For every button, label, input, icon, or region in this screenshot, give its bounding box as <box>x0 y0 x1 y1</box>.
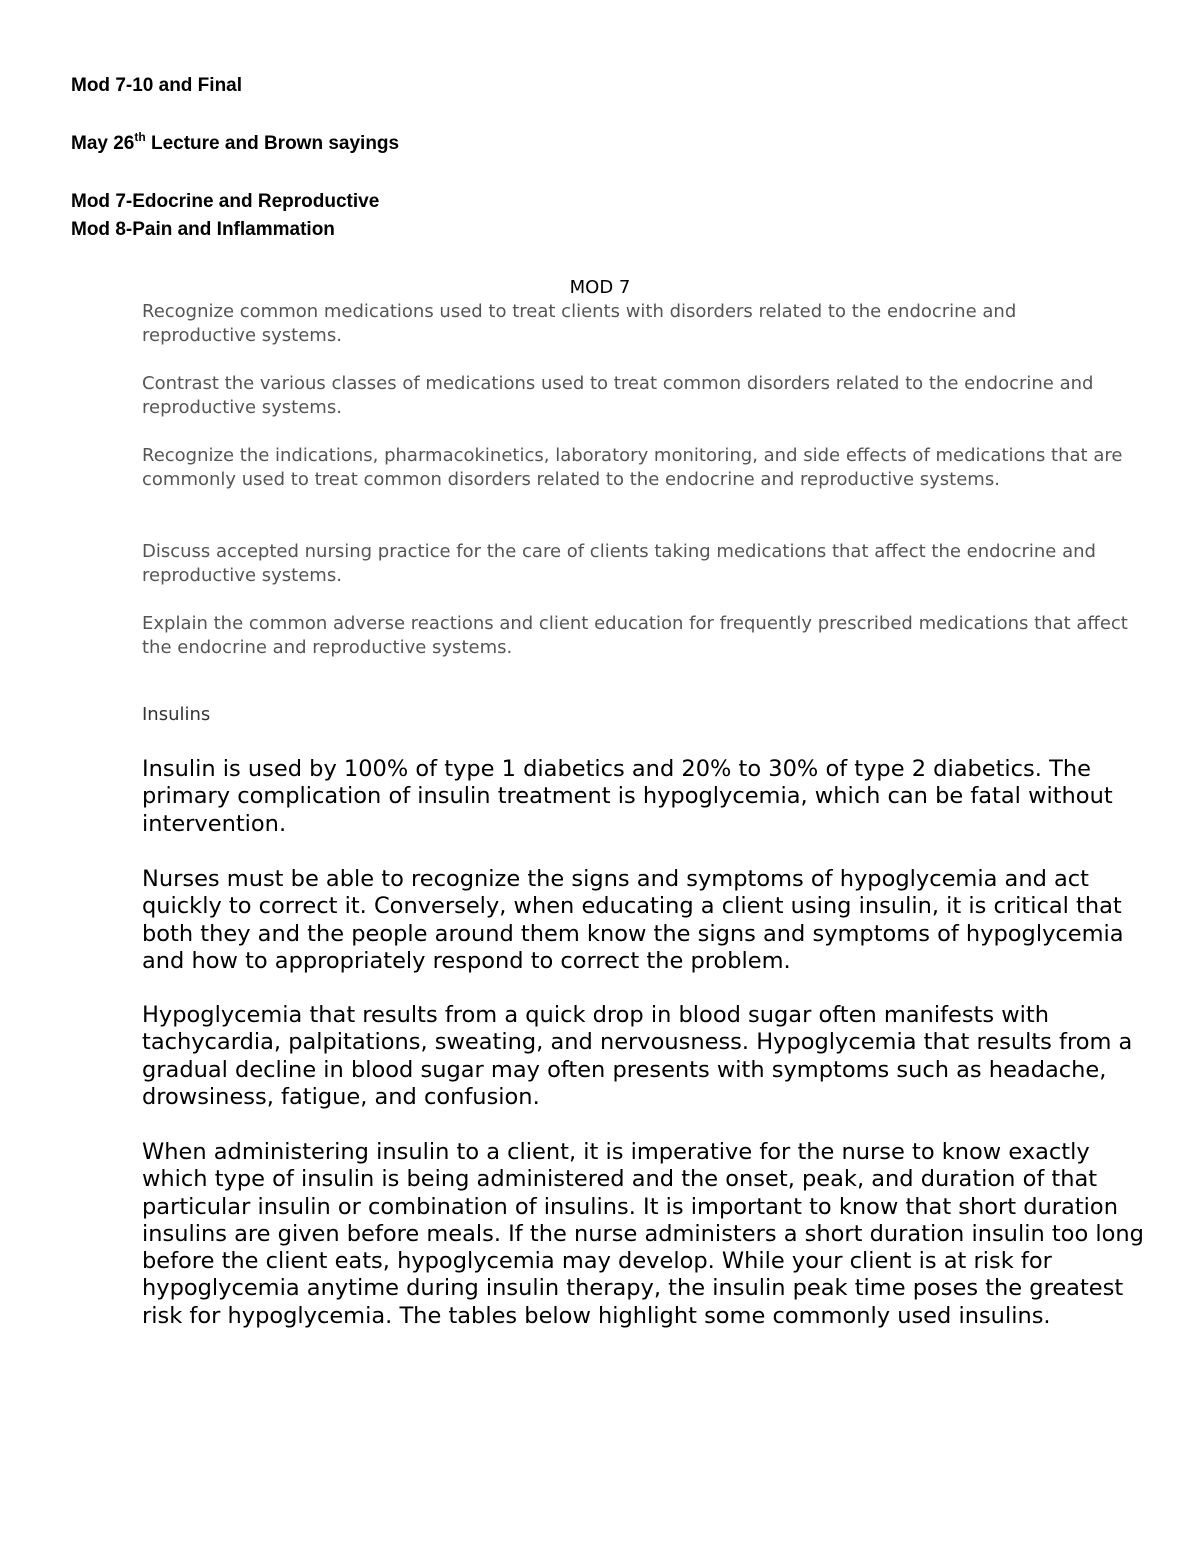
objective-item: Discuss accepted nursing practice for the care of clients taking medications that affect the endocrine and reproductive systems. <box>142 541 1096 586</box>
date-ordinal-suffix: th <box>134 129 146 144</box>
body-paragraph: Insulin is used by 100% of type 1 diabetics and 20% to 30% of type 2 diabetics. The primary complication of insulin treatment is hypoglycemia, which can be fatal without intervention. <box>142 756 1113 837</box>
objective-item: Recognize common medications used to treat clients with disorders related to the endocrine and reproductive systems. <box>142 301 1017 346</box>
header-line-mod7: Mod 7-Edocrine and Reproductive <box>71 191 380 212</box>
body-paragraph: Nurses must be able to recognize the signs and symptoms of hypoglycemia and act quickly to correct it. Conversely, when educating a client using insulin, it is critical that both they and the people around them know the signs and symptoms of hypoglycemia and how to appropriately respond to correct the problem. <box>142 866 1124 974</box>
section-title: Insulins <box>142 704 211 725</box>
body-paragraph: Hypoglycemia that results from a quick drop in blood sugar often manifests with tachycardia, palpitations, sweating, and nervousness. Hypoglycemia that results from a gradual decline in blood sugar may often presents with symptoms such as headache, drowsiness, fatigue, and confusion. <box>142 1002 1133 1110</box>
header-line-lecture <box>71 129 400 156</box>
objective-item: Explain the common adverse reactions and client education for frequently prescribed medications that affect the endocrine and reproductive systems. <box>142 613 1128 658</box>
objective-item: Contrast the various classes of medications used to treat common disorders related to the endocrine and reproductive systems. <box>142 373 1094 418</box>
header-line-mod8: Mod 8-Pain and Inflammation <box>71 219 335 240</box>
module-heading: MOD 7 <box>569 277 631 298</box>
body-paragraph: When administering insulin to a client, it is imperative for the nurse to know exactly which type of insulin is being administered and the onset, peak, and duration of that particular insulin or combination of insulins. It is important to know that short duration insulins are given before meals. If the nurse administers a short duration insulin too long before the client eats, hypoglycemia may develop. While your client is at risk for hypoglycemia anytime during insulin therapy, the insulin peak time poses the greatest risk for hypoglycemia. The tables below highlight some commonly used insulins. <box>142 1139 1144 1329</box>
header-line-course: Mod 7-10 and Final <box>71 75 243 96</box>
lecture-date: May 26 <box>71 133 135 154</box>
objective-item: Recognize the indications, pharmacokinetics, laboratory monitoring, and side effects of medications that are commonly used to treat common disorders related to the endocrine and reproductive systems. <box>142 445 1123 490</box>
lecture-title: Lecture and Brown sayings <box>145 133 400 154</box>
